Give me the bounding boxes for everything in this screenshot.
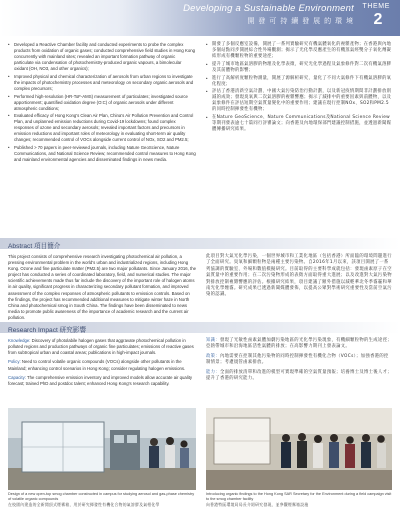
caption-left-en: Design of a new open-top smog chamber constructed in campus for studying aerosol and gas-phase chemistry of volatile organic compounds [8, 492, 195, 502]
secretary-visit-image [206, 408, 392, 490]
research-impact-en [8, 338, 196, 390]
visit-photo [206, 408, 392, 490]
list-item: • Improved physical and chemical characterization of aerosols from urban regions to investigate the impacts of photochemistry processes and meteorology on secondary organic aerosols and complex precursors; [8, 73, 194, 91]
abstract-section-bar [0, 238, 400, 249]
photo-caption-left [8, 492, 196, 508]
list-item: • Evaluated efficacy of Hong Kong's Clean Air Plan, China's Air Pollution Prevention and Control Plan, and unplanned emission reductions during Covid-19 lockdowns; found complex responses of ozone and secondary aerosols; revealed important factors and precursors in emission reductions and important roles of meteorology in evaluating short-term air quality changes; recommended control of VOCs alongside current control of NOx, SO2 and PM2.5; [8, 113, 194, 143]
impact-knowledge-zh: 知識：發現了光敏性鹵素氣體加劇污染地區的光化學污染現象，有機細顆粒物的生成途徑；亞熱帶城市和沿海地區活性氣體的排放；在高影響力期刊上發表論文。 [206, 338, 392, 350]
page-number: 2 [373, 11, 383, 28]
page-header [0, 0, 400, 36]
impact-policy: Policy: Need to control volatile organic compounds (VOCs) alongside other pollutants in the Mainland; enhancing control scenarios in Hong Kong; consider regulating halogen emissions. [8, 359, 186, 371]
list-item: • 開發了多個反應室設備，開展了一系列實驗研究有機氣體氧化的複雜產物；在香港與內地多個站點同步開展綜合性外場觀測；揭示了光化學反應產生的有機蒸氣經雙分子氧化劑凝結形成有機顆粒物的重要途徑； [206, 42, 392, 59]
impact-capacity: Capacity: The comprehensive emission inventory and improved models allow accurate air quality forecast; trained PhD and postdoc talent; enhanced Hong Kong's research capability. [8, 374, 193, 386]
list-item: • 評估了香港清新空氣計劃、中國大氣污染防治行動計劃，以及新冠疫情期間非計劃排放削減的成效；發現臭氧與二次氣溶膠的複雜響應；揭示了減排中的重要因素與前體物，以及氣象條件在評估短期空氣質量變化中的重要作用；建議在現行控制NOx、SO2和PM2.5的同時控制揮發性有機物； [206, 89, 392, 113]
list-item: • Developed a Reactive Chamber facility and conducted experiments to probe the complex products from oxidation of organic gases; conducted comprehensive field studies in Hong Kong concurrently with mainland sites; revealed an important formation pathway of organic particulate via condensation of photochemistry-produced organic vapours, a bimolecular oxidant (OH, NO3, and other organics); [8, 42, 196, 71]
caption-right-en: Introducing organic findings to the Hong Kong SAR Secretary for the Environment during a field campaign visit to the smog chamber facility [206, 492, 392, 502]
abstract-heading: Abstract 項目簡介 [8, 242, 61, 250]
caption-right-zh: 向香港特區環境局局長介紹研究發現，並參觀煙霧箱設施 [206, 502, 309, 508]
header-subtitle: 開 發 可 持 續 發 展 的 環 境 [247, 18, 354, 25]
findings-list-zh [206, 42, 392, 135]
impact-capacity-zh: 能力：全面的排放清單和改進的模型可實現準確的空氣質量預報；培養博士及博士後人才；提升了香港的研究能力。 [206, 369, 392, 381]
list-item: • 進行了高解析度顆粒物測量，開展了源解析研究，量化了不同大氣條件下有機氣溶膠的氧化程度； [206, 75, 392, 87]
abstract-text-en: This project consists of comprehensive research investigating photochemical air pollution, a pressing environmental problem in the world's urban and industrialized regions, including Hong Kong. Ozone and fine particulate matter (PM2.5) are two major pollutants. Since January 2016, the project has conducted a series of coordinated laboratory, field, and numerical studies. The major scientific achievements made thus far include the discovery of the important role of halogen atoms in air quality, significant progress in characterizing secondary pollutant formation, and improved assessment of the complex responses of atmospheric pollutants to emission controls. Based on the findings, the project has recommended additional measures to mitigate winter haze in North China and photochemical smog in South China. The findings have been disseminated to news media to promote public awareness of the importance of academic research and the current air pollution. [8, 254, 196, 320]
list-item: • 提升了城市地區氣溶膠的物理及化學表徵，研究光化學過程及氣象條件對二次有機氣溶膠及其前體物的影響； [206, 61, 392, 73]
list-item: • Published > 70 papers in peer-reviewed journals, including Nature GeoScience, Nature Communications, and National Science Review; recommended control measures to Hong Kong and mainland environmental agencies and disseminated findings in news media. [8, 145, 196, 163]
research-impact-section-bar [0, 322, 400, 333]
theme-label: THEME [362, 3, 390, 10]
smog-chamber-photo [8, 408, 196, 490]
smog-chamber-image [8, 408, 196, 490]
photo-caption-right [206, 492, 392, 508]
abstract-text-zh: 此項目對大氣光化學污染，一個世界城市和工業化地區（包括香港）所面臨的環境問題進行了全面研究。臭氧和細顆粒物是兩種主要污染物。自2016年1月以來，該項目開展了一系列協調的實驗室、外場和數值模擬研究。目前取得的主要科學成就包括：發現鹵素原子在空氣質量中的重要作用；在二次污染物形成的表徵方面取得重大進展；以及改進對大氣污染物對排放控制複雜響應的評估。根據研究結果，項目建議了額外措施以減輕華北冬季霧霾和華南光化學煙霧。研究成果已透過新聞媒體發佈，以提高公眾對學術研究重要性及當前空氣污染的認識。 [206, 254, 392, 298]
impact-knowledge: Knowledge: Discovery of photolabile halogen gases that aggravate photochemical pollution in polluted regions and production pathways of organic fine particulates; emissions of reactive gases from subtropical urban and coastal areas; publications in high-impact journals. [8, 338, 194, 356]
research-impact-heading: Research Impact 研究影響 [8, 326, 87, 334]
header-title: Developing a Sustainable Environment [183, 3, 354, 14]
list-item: • 在Nature GeoScience、Nature Communications及National Science Review等期刊發表逾七十篇同行評審論文；向香港及內地環保部門建議控制措施，並透過新聞媒體傳播研究結果。 [206, 115, 392, 133]
caption-left-zh: 在校園內建造的全新開頂式煙霧箱，用於研究揮發性有機化合物的氣溶膠及氣相化學 [8, 502, 160, 508]
findings-list-en [8, 42, 196, 165]
research-impact-zh [206, 338, 392, 385]
impact-policy-zh: 政策：內地需要在控制其他污染物的同時控制揮發性有機化合物（VOCs）；加強香港的控制情景；考慮規管鹵素排放。 [206, 353, 389, 366]
list-item: • Performed high-resolution (HR-ToF-AMS) measurement of particulates; investigated source apportionment; quantified oxidation degree (O:C) of organic aerosols under different atmospheric conditions; [8, 93, 188, 111]
